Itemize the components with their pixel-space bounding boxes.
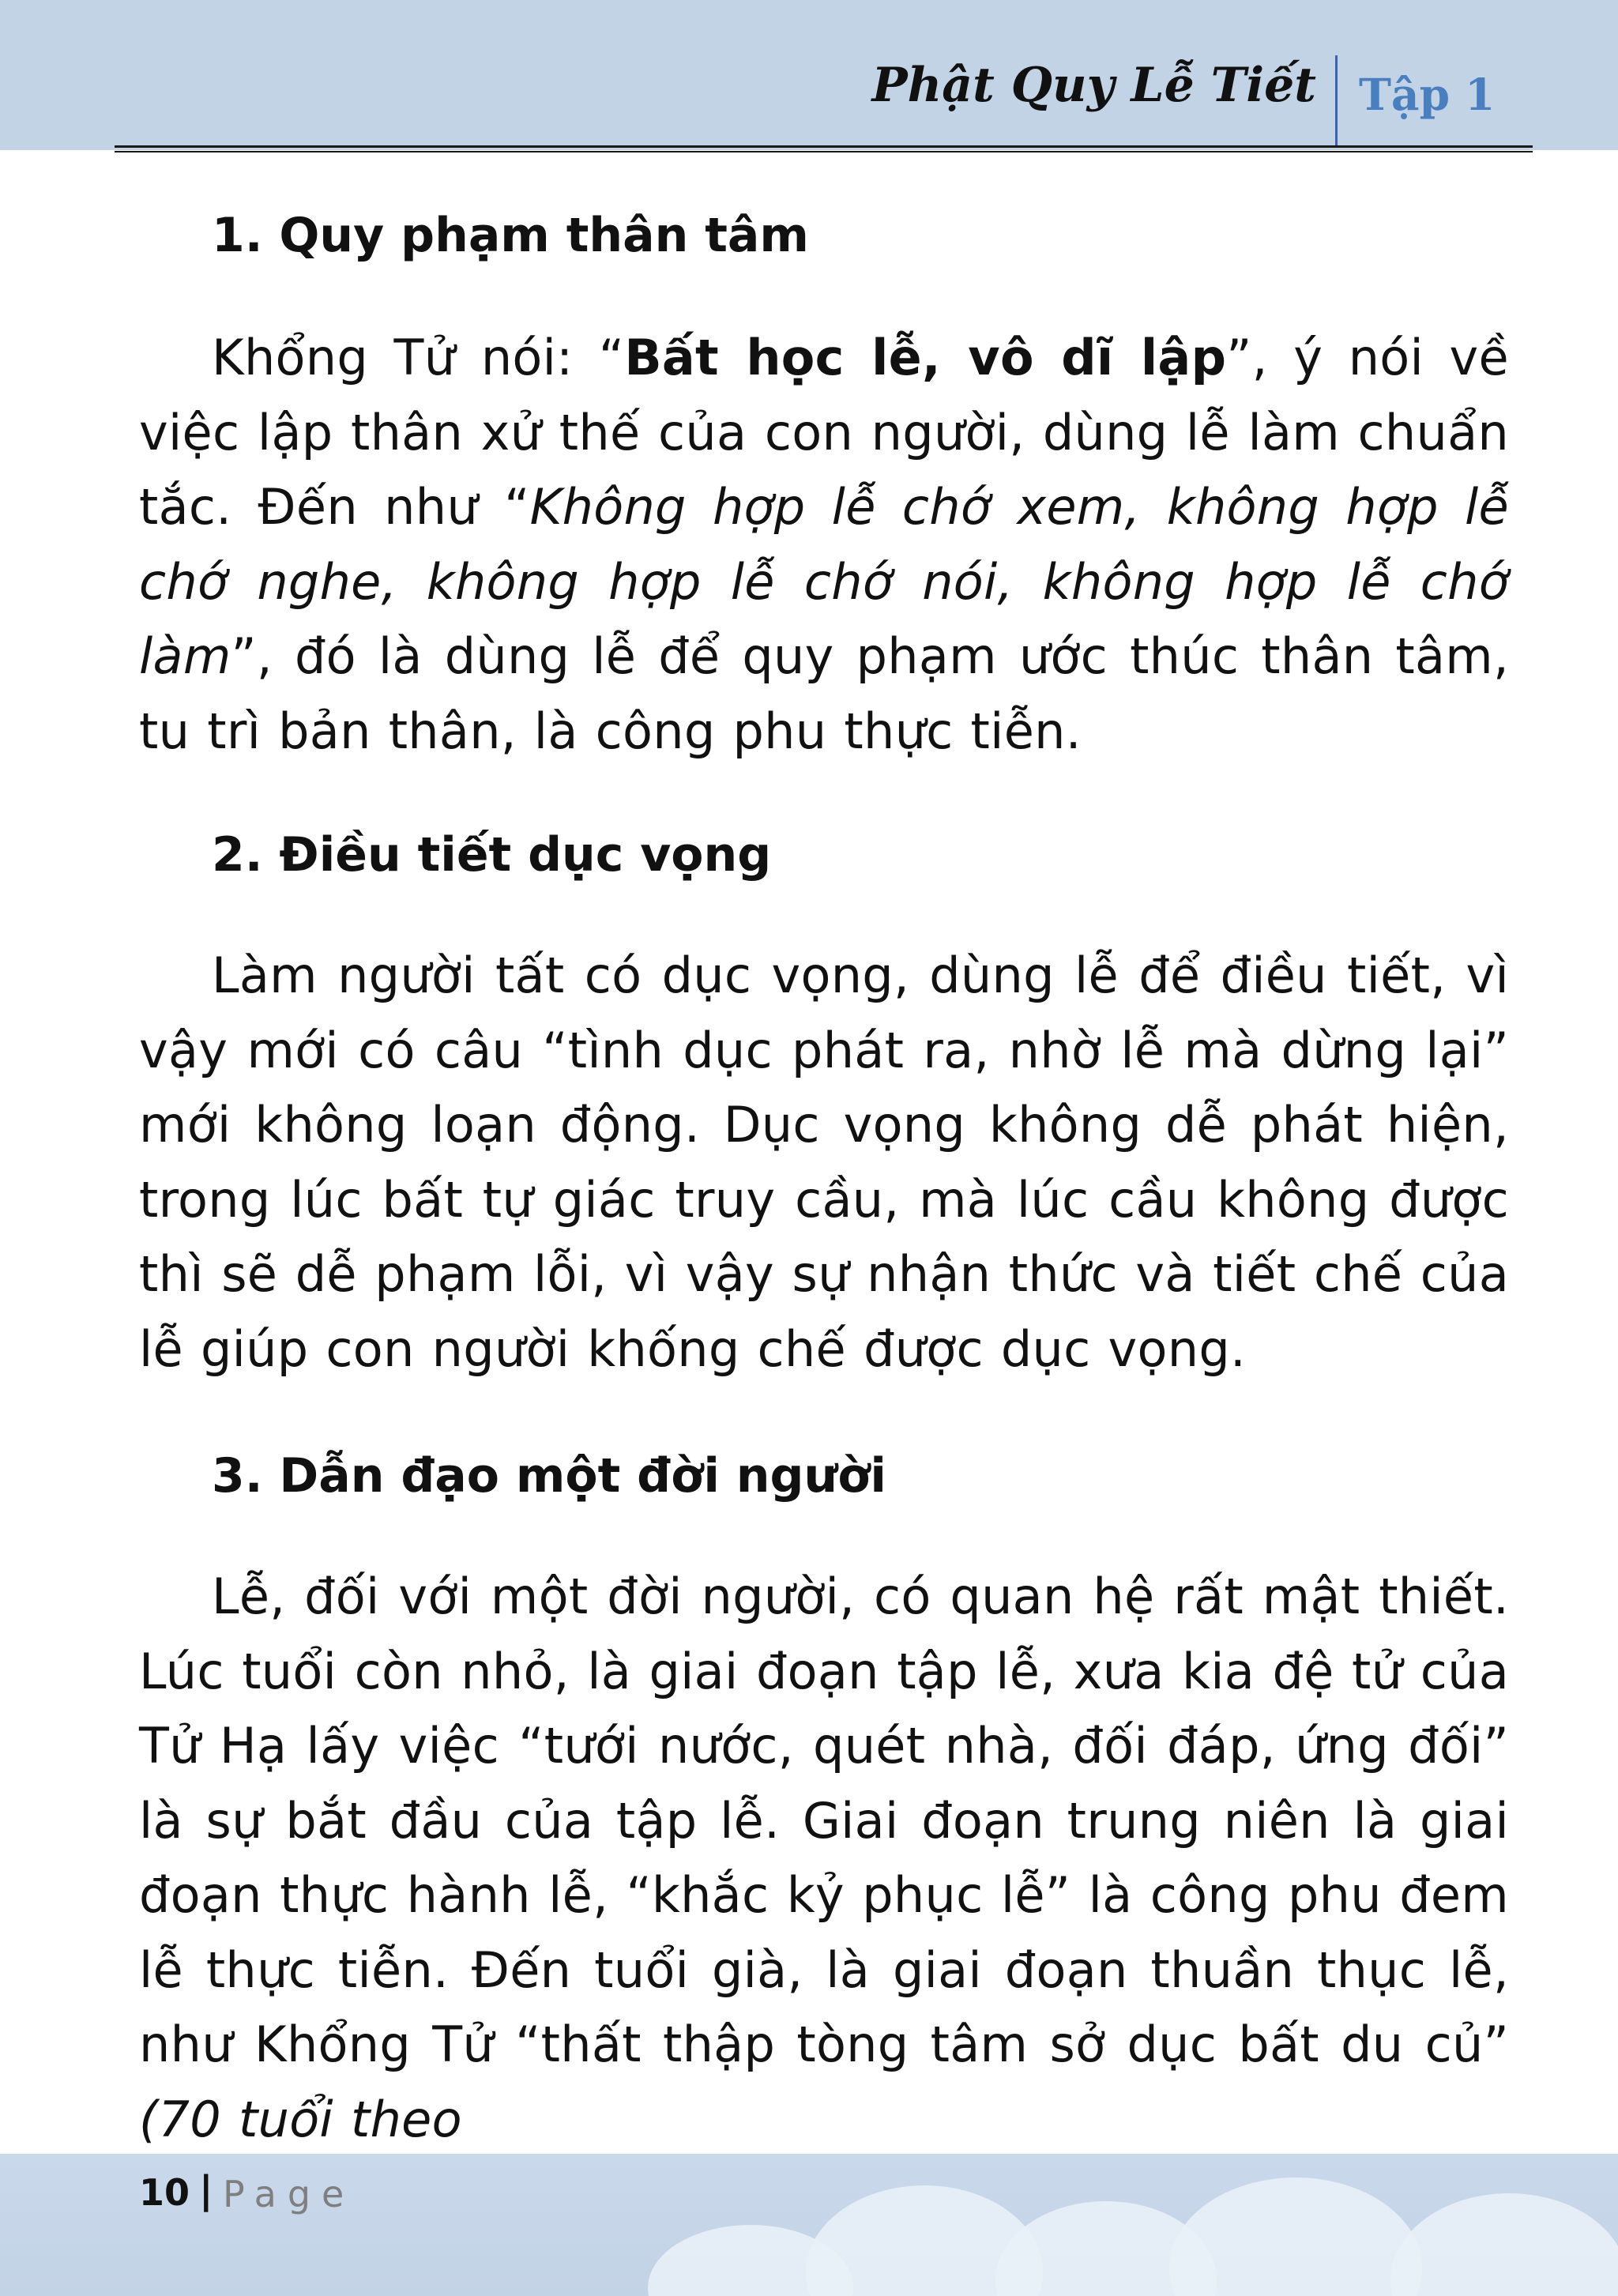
volume-label: Tập 1 <box>1359 69 1496 120</box>
text-run: ”, đó là dùng lễ để quy phạm ước thúc thân tâm, tu trì bản thân, là công phu thực tiễn. <box>139 627 1509 760</box>
text-run: Lễ, đối với một đời người, có quan hệ rất mật thiết. Lúc tuổi còn nhỏ, là giai đoạn tập lễ, xưa kia đệ tử của Tử Hạ lấy việc “tưới nước, quét nhà, đối đáp, ứng đối” là sự bắt đầu của tập lễ. Giai đoạn trung niên là giai đoạn thực hành lễ, “khắc kỷ phục lễ” là công phu đem lễ thực tiễn. Đến tuổi già, là giai đoạn thuần thục lễ, như Khổng Tử “thất thập tòng tâm sở dục bất du củ” <box>139 1568 1509 2073</box>
text-run: Khổng Tử nói: “ <box>212 329 625 386</box>
section-paragraph-2 <box>139 939 1509 1387</box>
text-run: Không hợp lễ chớ xem, không hợp lễ chớ nghe, không hợp lễ chớ nói, không hợp lễ chớ làm <box>139 478 1509 685</box>
text-run: Làm người tất có dục vọng, dùng lễ để điều tiết, vì vậy mới có câu “tình dục phát ra, nhờ lễ mà dừng lại” mới không loạn động. Dục vọng không dễ phát hiện, trong lúc bất tự giác truy cầu, mà lúc cầu không được thì sẽ dễ phạm lỗi, vì vậy sự nhận thức và tiết chế của lễ giúp con người khống chế được dục vọng. <box>139 947 1509 1378</box>
section-heading-3: 3. Dẫn đạo một đời người <box>212 1448 886 1504</box>
footer-tree-decoration <box>1169 2177 1422 2296</box>
header-rule <box>115 145 1533 152</box>
header-divider <box>1335 55 1338 145</box>
text-run: ”, ý nói về việc lập thân xử thế của con người, dùng lễ làm chuẩn tắc. Đến như “ <box>139 329 1509 536</box>
section-heading-1: 1. Quy phạm thân tâm <box>212 208 809 263</box>
section-paragraph-1 <box>139 321 1509 769</box>
page-label: Page <box>223 2173 356 2215</box>
page-number: 10 <box>139 2171 190 2214</box>
footer-tree-decoration <box>1390 2193 1618 2296</box>
section-heading-2: 2. Điều tiết dục vọng <box>212 827 772 883</box>
book-title: Phật Quy Lễ Tiết <box>871 58 1316 113</box>
text-run: (70 tuổi theo <box>139 2090 462 2148</box>
page-separator: | <box>199 2168 213 2212</box>
section-paragraph-3 <box>139 1560 1509 2157</box>
text-run: Bất học lễ, vô dĩ lập <box>624 329 1227 386</box>
